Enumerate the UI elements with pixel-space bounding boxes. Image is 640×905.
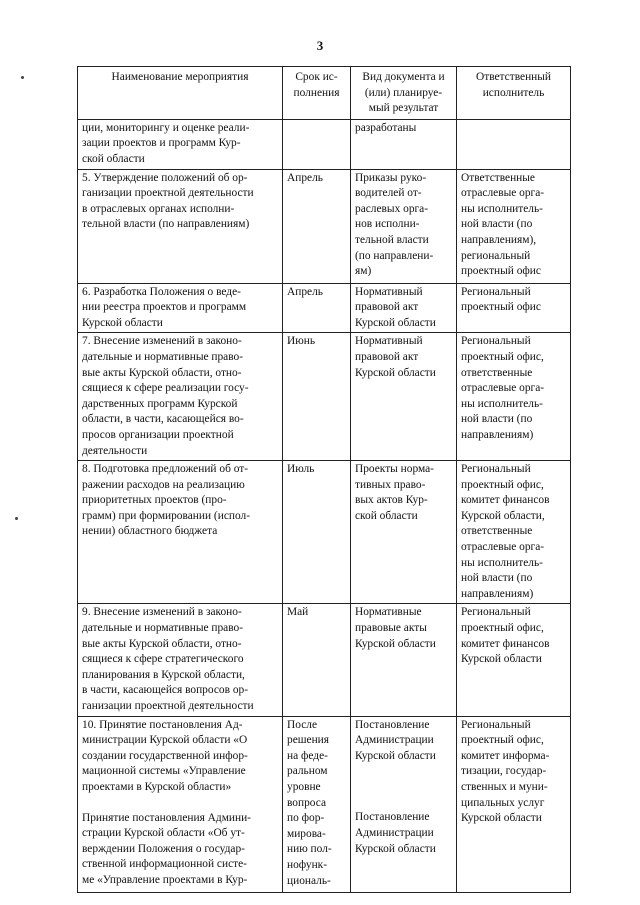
table-row bbox=[78, 169, 571, 283]
cell-document-part-a: Постановление Администрации Курской области bbox=[355, 718, 436, 762]
header-document: Вид документа и (или) планируе- мый результат bbox=[351, 67, 457, 120]
cell-name-part-a: 10. Принятие постановления Ад- министрации Курской области «О создании государственной инфор- мационной системы «Управление проектами в Курской области» bbox=[82, 718, 248, 793]
cell-responsible: Ответственные отраслевые орга- ны исполнитель- ной власти (по направлениям), региональный проектный офис bbox=[457, 169, 571, 283]
cell-responsible bbox=[457, 119, 571, 169]
cell-name bbox=[78, 716, 283, 892]
table-row bbox=[78, 716, 571, 892]
cell-responsible: Региональный проектный офис bbox=[457, 283, 571, 333]
cell-name: 7. Внесение изменений в законо- дательные и нормативные право- вые акты Курской области, отно- сящиеся к сфере реализации госу- дарственных программ Курской области, в части, касающейся во- просов организации проектной деятельности bbox=[78, 333, 283, 461]
cell-document: Нормативный правовой акт Курской области bbox=[351, 333, 457, 461]
header-responsible: Ответственный исполнитель bbox=[457, 67, 571, 120]
cell-document-part-b: Постановление Администрации Курской области bbox=[355, 811, 436, 855]
margin-mark bbox=[15, 517, 18, 520]
cell-name: ции, мониторингу и оценке реали- зации проектов и программ Кур- ской области bbox=[78, 119, 283, 169]
table-row bbox=[78, 604, 571, 716]
cell-document: Приказы руко- водителей от- раслевых орга- нов исполни- тельной власти (по направлени- ям) bbox=[351, 169, 457, 283]
header-name: Наименование мероприятия bbox=[78, 67, 283, 120]
cell-responsible: Региональный проектный офис, комитет финансов Курской области bbox=[457, 604, 571, 716]
cell-document: разработаны bbox=[351, 119, 457, 169]
cell-term: Июль bbox=[283, 461, 351, 604]
cell-name: 6. Разработка Положения о веде- нии реестра проектов и программ Курской области bbox=[78, 283, 283, 333]
table-row bbox=[78, 283, 571, 333]
cell-term: Апрель bbox=[283, 169, 351, 283]
measures-table bbox=[77, 66, 571, 893]
cell-term: Июнь bbox=[283, 333, 351, 461]
cell-document: Проекты норма- тивных право- вых актов Кур- ской области bbox=[351, 461, 457, 604]
page-number: 3 bbox=[316, 38, 324, 53]
cell-name: 9. Внесение изменений в законо- дательные и нормативные право- вые акты Курской области, отно- сящиеся к сфере стратегического планирования в Курской области, в части, касающейся вопросов ор- ганизации проектной деятельности bbox=[78, 604, 283, 716]
cell-name: 8. Подготовка предложений об от- ражении расходов на реализацию приоритетных проектов (про- грамм) при формировании (испол- нении) областного бюджета bbox=[78, 461, 283, 604]
cell-responsible: Региональный проектный офис, комитет информа- тизации, государ- ственных и муни- ципальных услуг Курской области bbox=[457, 716, 571, 892]
margin-mark bbox=[21, 76, 24, 79]
cell-term bbox=[283, 119, 351, 169]
table-row bbox=[78, 119, 571, 169]
cell-document: Нормативный правовой акт Курской области bbox=[351, 283, 457, 333]
cell-responsible: Региональный проектный офис, ответственные отраслевые орга- ны исполнитель- ной власти (по направлениям) bbox=[457, 333, 571, 461]
cell-document bbox=[351, 716, 457, 892]
header-term: Срок ис- полнения bbox=[283, 67, 351, 120]
cell-term: После решения на феде- ральном уровне вопроса по фор- мирова- нию пол- нофунк- циональ- bbox=[283, 716, 351, 892]
cell-document: Нормативные правовые акты Курской области bbox=[351, 604, 457, 716]
cell-term: Май bbox=[283, 604, 351, 716]
table-row bbox=[78, 461, 571, 604]
cell-responsible: Региональный проектный офис, комитет финансов Курской области, ответственные отраслевые орга- ны исполнитель- ной власти (по направлениям) bbox=[457, 461, 571, 604]
table-row bbox=[78, 333, 571, 461]
cell-name-part-b: Принятие постановления Админи- страции Курской области «Об ут- верждении Положения о государ- ственной информационной систе- ме «Управление проектами в Кур- bbox=[82, 811, 251, 886]
table-header-row bbox=[78, 67, 571, 120]
cell-term: Апрель bbox=[283, 283, 351, 333]
cell-name: 5. Утверждение положений об ор- ганизации проектной деятельности в отраслевых органах исполни- тельной власти (по направлениям) bbox=[78, 169, 283, 283]
